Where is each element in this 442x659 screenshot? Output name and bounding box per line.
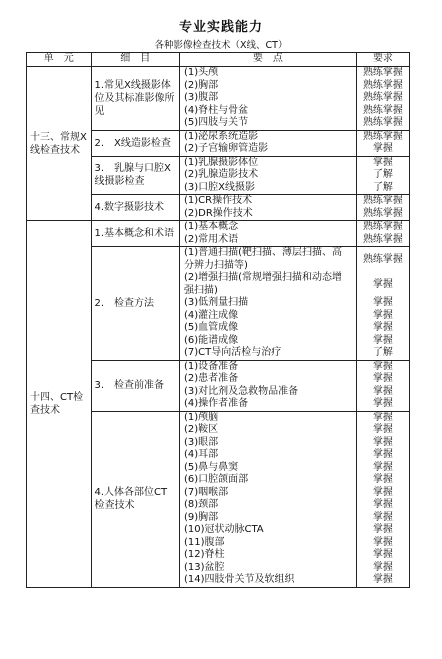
item-cell: 3. 乳腺与口腔X线摄影检查	[91, 156, 179, 195]
requirement-text: 掌握	[372, 524, 393, 535]
header-item: 细 目	[91, 53, 179, 67]
requirement-cell	[356, 411, 409, 587]
item-cell: 4.数字摄影技术	[91, 195, 179, 221]
point-text: (1)颅脑	[183, 411, 219, 423]
requirement-cell	[356, 247, 409, 361]
point-text: (8)颈部	[183, 499, 219, 510]
header-unit: 单 元	[27, 53, 92, 67]
point-text: (12)脊柱	[183, 549, 225, 560]
point-text: (3)眼部	[183, 436, 219, 448]
requirement-text: 掌握	[372, 436, 393, 448]
points-cell	[179, 411, 356, 587]
requirement-text: 掌握	[372, 398, 393, 409]
requirement-text: 熟练掌握	[362, 67, 403, 78]
requirement-text: 熟练掌握	[362, 130, 403, 142]
requirement-text: 掌握	[372, 549, 393, 560]
requirement-text: 掌握	[372, 561, 393, 573]
item-cell: 3. 检查前准备	[91, 360, 179, 411]
point-text: (4)脊柱与骨盆	[183, 104, 249, 116]
points-cell	[179, 195, 356, 221]
point-text: (2)患者准备	[183, 373, 239, 384]
unit-cell: 十四、CT检查技术	[27, 221, 92, 588]
point-text: (5)四肢与关节	[183, 117, 249, 128]
requirement-text: 了解	[372, 169, 393, 180]
points-cell	[179, 360, 356, 411]
requirement-text: 掌握	[372, 360, 393, 372]
item-cell: 1.常见X线摄影体位及其标准影像所见	[91, 67, 179, 131]
requirement-text: 了解	[372, 347, 393, 358]
point-text: (1)基本概念	[183, 221, 239, 232]
table-row	[27, 67, 410, 131]
point-text: (2)DR操作技术	[183, 207, 253, 219]
table-row	[27, 221, 410, 247]
points-cell	[179, 247, 356, 361]
requirement-text: 掌握	[372, 411, 393, 423]
table-header-row	[27, 53, 410, 67]
page-subtitle: 各种影像检查技术（X线、CT）	[154, 40, 288, 51]
requirement-text: 了解	[372, 181, 393, 193]
point-text: (2)常用术语	[183, 233, 239, 245]
point-text: (11)腹部	[183, 536, 225, 548]
requirement-text: 熟练掌握	[362, 221, 403, 232]
table-body	[27, 67, 410, 588]
requirement-text: 掌握	[372, 156, 393, 168]
point-text: (3)对比剂及急救物品准备	[183, 385, 299, 397]
point-text: (2)增强扫描(常规增强扫描和动态增强扫描)	[183, 272, 343, 296]
point-text: (6)能谱成像	[183, 334, 239, 346]
point-text: (7)CT导向活检与治疗	[183, 347, 282, 358]
requirement-cell	[356, 195, 409, 221]
requirement-text: 熟练掌握	[362, 195, 403, 206]
requirement-text: 掌握	[372, 499, 393, 510]
item-cell: 4.人体各部位CT检查技术	[91, 411, 179, 587]
points-cell	[179, 67, 356, 131]
requirement-text: 掌握	[372, 574, 393, 585]
requirement-text: 熟练掌握	[362, 104, 403, 116]
item-cell: 2. 检查方法	[91, 247, 179, 361]
point-text: (1)普通扫描(靶扫描、薄层扫描、高分辨力扫描等)	[183, 247, 343, 271]
point-text: (1)乳腺摄影体位	[183, 156, 259, 168]
requirement-text: 掌握	[372, 449, 393, 460]
point-text: (1)头颅	[183, 67, 219, 78]
requirement-text: 熟练掌握	[362, 254, 403, 265]
requirement-text: 掌握	[372, 297, 393, 308]
requirement-text: 掌握	[372, 536, 393, 548]
point-text: (3)低剂量扫描	[183, 297, 249, 308]
requirement-text: 掌握	[372, 309, 393, 321]
syllabus-table	[26, 52, 410, 588]
requirement-text: 掌握	[372, 385, 393, 397]
points-cell	[179, 130, 356, 156]
page-title: 专业实践能力	[178, 20, 263, 35]
unit-cell: 十三、常规X线检查技术	[27, 67, 92, 221]
requirement-text: 掌握	[372, 474, 393, 485]
requirement-text: 熟练掌握	[362, 92, 403, 103]
point-text: (3)口腔X线摄影	[183, 181, 255, 193]
point-text: (2)乳腺造影技术	[183, 169, 259, 180]
point-text: (10)冠状动脉CTA	[183, 524, 264, 535]
requirement-text: 掌握	[372, 334, 393, 346]
point-text: (4)耳部	[183, 449, 219, 460]
point-text: (9)胸部	[183, 511, 219, 523]
point-text: (5)血管成像	[183, 322, 239, 333]
point-text: (6)口腔颌面部	[183, 474, 249, 485]
requirement-cell	[356, 130, 409, 156]
point-text: (5)鼻与鼻窦	[183, 461, 239, 473]
item-cell: 1.基本概念和术语	[91, 221, 179, 247]
header-requirement: 要求	[356, 53, 409, 67]
requirement-cell	[356, 221, 409, 247]
point-text: (14)四肢骨关节及软组织	[183, 574, 295, 585]
item-cell: 2. X线造影检查	[91, 130, 179, 156]
requirement-text: 掌握	[372, 373, 393, 384]
points-cell	[179, 221, 356, 247]
requirement-text: 掌握	[372, 486, 393, 498]
requirement-cell	[356, 360, 409, 411]
requirement-text: 掌握	[372, 424, 393, 435]
requirement-text: 掌握	[372, 322, 393, 333]
point-text: (13)盆腔	[183, 561, 225, 573]
point-text: (2)鞍区	[183, 424, 219, 435]
point-text: (7)咽喉部	[183, 486, 229, 498]
point-text: (4)操作者准备	[183, 398, 249, 409]
point-text: (1)泌尿系统造影	[183, 130, 259, 142]
requirement-text: 熟练掌握	[362, 117, 403, 128]
requirement-text: 掌握	[372, 511, 393, 523]
requirement-text: 熟练掌握	[362, 207, 403, 219]
requirement-cell	[356, 67, 409, 131]
point-text: (3)腹部	[183, 92, 219, 103]
requirement-text: 熟练掌握	[362, 233, 403, 245]
requirement-cell	[356, 156, 409, 195]
point-text: (1)CR操作技术	[183, 195, 253, 206]
point-text: (2)胸部	[183, 79, 219, 91]
requirement-text: 熟练掌握	[362, 79, 403, 91]
requirement-text: 掌握	[372, 143, 393, 154]
requirement-text: 掌握	[372, 461, 393, 473]
points-cell	[179, 156, 356, 195]
point-text: (1)设备准备	[183, 360, 239, 372]
requirement-text: 掌握	[372, 279, 393, 290]
header-points: 要 点	[179, 53, 356, 67]
point-text: (4)灌注成像	[183, 309, 239, 321]
point-text: (2)子宫输卵管造影	[183, 143, 269, 154]
